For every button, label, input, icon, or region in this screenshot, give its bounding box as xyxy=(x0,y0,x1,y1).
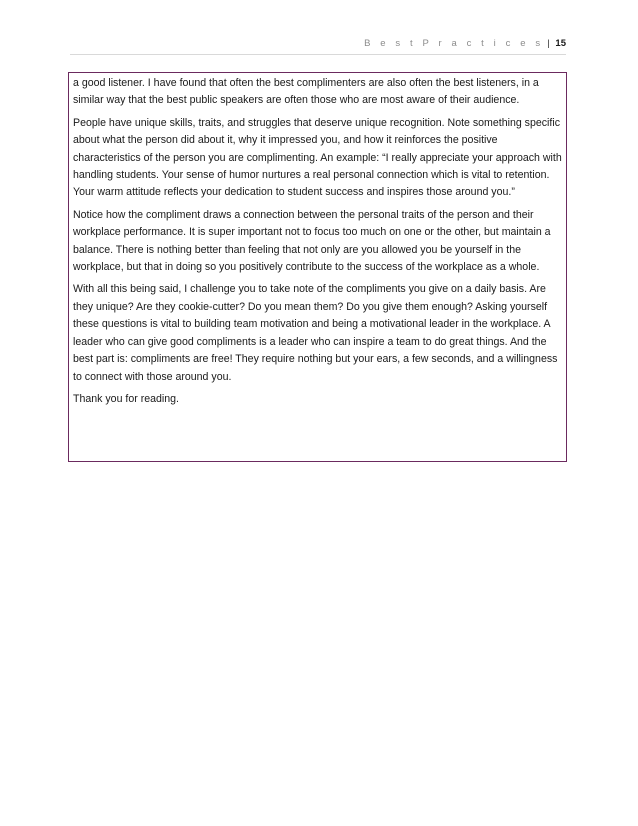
paragraph-5: Thank you for reading. xyxy=(73,392,179,405)
paragraph-1: a good listener. I have found that often the best complimenters are also often the best listeners, in a similar way that the best public speakers are often those who are most aware of their audience. xyxy=(73,77,539,107)
page-number: 15 xyxy=(555,38,566,49)
paragraph-3: Notice how the compliment draws a connection between the personal traits of the person and their workplace performance. It is super important not to focus too much on one or the other, but maintain a balance. There is nothing better than feeling that not only are you allowed you be yourself in the workplace, but that in doing so you positively contribute to the success of the workplace as a whole. xyxy=(73,208,551,274)
paragraph-4: With all this being said, I challenge you to take note of the compliments you give on a daily basis. Are they unique? Are they cookie-cutter? Do you mean them? Do you give them enough? Asking yourself these questions is vital to building team motivation and being a motivational leader in the workplace. A leader who can give good compliments is a leader who can inspire a team to do great things. And the best part is: compliments are free! They require nothing but your ears, a few seconds, and a willingness to connect with those around you. xyxy=(73,283,558,383)
paragraph-2: People have unique skills, traits, and struggles that deserve unique recognition. Note something specific about what the person did about it, why it impressed you, and how it reinforces the positive characteristics of the person you are complimenting. An example: “I really appreciate your approach with handling students. Your sense of humor nurtures a real personal connection which is vital to retention. Your warm attitude reflects your dedication to student success and inspires those around you.” xyxy=(73,116,562,199)
header-separator: | xyxy=(547,38,550,49)
page-header xyxy=(70,38,566,55)
header-title: B e s t P r a c t i c e s xyxy=(364,38,544,49)
content-box xyxy=(68,72,567,462)
